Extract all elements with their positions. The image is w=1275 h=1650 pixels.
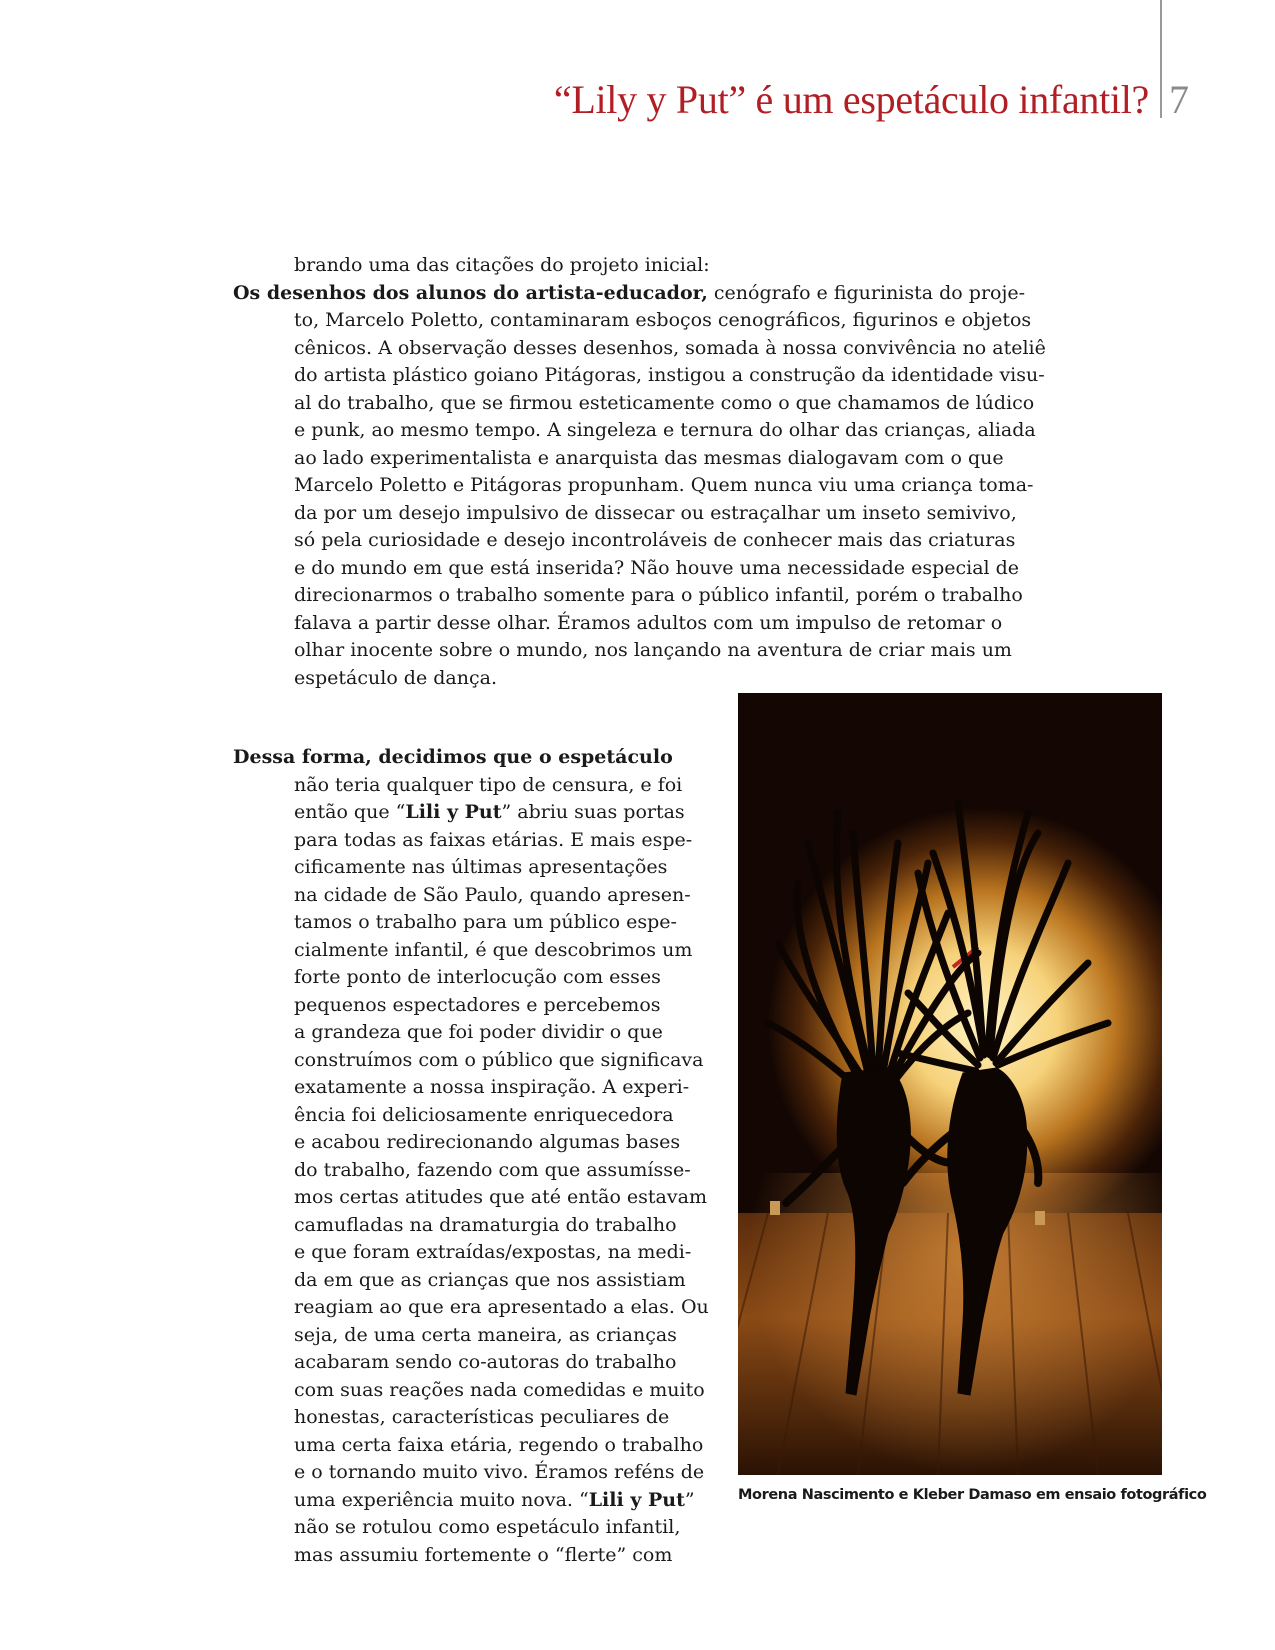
rehearsal-photo	[738, 693, 1162, 1475]
text-line: e do mundo em que está inserida? Não houve uma necessidade especial de	[294, 556, 1020, 579]
text-line: brando uma das citações do projeto inicial:	[294, 254, 710, 276]
text-line: construímos com o público que significava	[294, 1048, 704, 1071]
text-line: da por um desejo impulsivo de dissecar ou estraçalhar um inseto semivivo,	[294, 501, 1017, 524]
text-line: ência foi deliciosamente enriquecedora	[294, 1103, 674, 1126]
text-span: ” abriu suas portas	[501, 801, 685, 823]
text-line: olhar inocente sobre o mundo, nos lançando na aventura de criar mais um	[294, 639, 1012, 661]
text-line: cênicos. A observação desses desenhos, somada à nossa convivência no ateliê	[294, 336, 1046, 359]
text-span: uma experiência muito nova. “	[294, 1488, 589, 1511]
text-line	[294, 799, 724, 827]
text-line: da em que as crianças que nos assistiam	[294, 1268, 686, 1291]
text-line: só pela curiosidade e desejo incontroláveis de conhecer mais das criaturas	[294, 529, 1016, 551]
text-line: e acabou redirecionando algumas bases	[294, 1131, 681, 1153]
text-line: falava a partir desse olhar. Éramos adultos com um impulso de retomar o	[294, 611, 1003, 634]
text-line: não se rotulou como espetáculo infantil,	[294, 1516, 681, 1538]
text-line: não teria qualquer tipo de censura, e foi	[294, 773, 683, 796]
text-line: para todas as faixas etárias. E mais espe-	[294, 828, 693, 851]
text-line: mas assumiu fortemente o “flerte” com	[294, 1543, 673, 1566]
text-line: e o tornando muito vivo. Éramos reféns de	[294, 1461, 705, 1483]
text-span: cenógrafo e figurinista do proje-	[707, 281, 1026, 304]
show-title: Lili y Put	[588, 1488, 685, 1511]
text-line: acabaram sendo co-autoras do trabalho	[294, 1351, 677, 1373]
text-line: do trabalho, fazendo com que assumísse-	[294, 1158, 691, 1181]
paragraph-lead: Os desenhos dos alunos do artista-educador,	[233, 281, 708, 304]
text-line: do artista plástico goiano Pitágoras, instigou a construção da identidade visu-	[294, 364, 1045, 386]
text-line: seja, de uma certa maneira, as crianças	[294, 1323, 677, 1346]
page-number: 7	[1169, 77, 1189, 122]
text-line: mos certas atitudes que até então estavam	[294, 1186, 707, 1208]
paragraph-1	[233, 252, 1054, 692]
text-line: honestas, características peculiares de	[294, 1406, 670, 1428]
text-line: pequenos espectadores e percebemos	[294, 993, 661, 1016]
text-line: espetáculo de dança.	[294, 666, 497, 689]
text-line: e que foram extraídas/expostas, na medi-	[294, 1241, 692, 1263]
text-line: na cidade de São Paulo, quando apresen-	[294, 883, 691, 906]
text-line	[294, 1487, 724, 1515]
text-span: então que “	[294, 801, 406, 823]
paragraph-2	[233, 744, 724, 1569]
text-line: tamos o trabalho para um público espe-	[294, 911, 677, 933]
text-line: ao lado experimentalista e anarquista das mesmas dialogavam com o que	[294, 446, 1004, 469]
text-line	[233, 744, 724, 772]
text-line: cificamente nas últimas apresentações	[294, 856, 668, 878]
text-line	[233, 280, 1054, 308]
text-line: camufladas na dramaturgia do trabalho	[294, 1213, 677, 1236]
text-span: ”	[684, 1488, 695, 1511]
text-line: al do trabalho, que se firmou esteticamente como o que chamamos de lúdico	[294, 391, 1035, 414]
text-line: a grandeza que foi poder dividir o que	[294, 1021, 663, 1043]
text-line: to, Marcelo Poletto, contaminaram esboços cenográficos, figurinos e objetos	[294, 309, 1032, 331]
text-line: Marcelo Poletto e Pitágoras propunham. Quem nunca viu uma criança toma-	[294, 474, 1034, 496]
text-line: exatamente a nossa inspiração. A experi-	[294, 1076, 690, 1098]
text-line: cialmente infantil, é que descobrimos um	[294, 938, 693, 961]
text-line: reagiam ao que era apresentado a elas. Ou	[294, 1296, 709, 1318]
paragraph-lead: Dessa forma, decidimos que o espetáculo	[233, 746, 673, 768]
text-line: direcionarmos o trabalho somente para o público infantil, porém o trabalho	[294, 584, 1023, 606]
photo-caption: Morena Nascimento e Kleber Damaso em ensaio fotográfico	[738, 1487, 1207, 1503]
running-title: “Lily y Put” é um espetáculo infantil?	[553, 77, 1149, 122]
text-line: uma certa faixa etária, regendo o trabalho	[294, 1433, 704, 1456]
text-line: e punk, ao mesmo tempo. A singeleza e ternura do olhar das crianças, aliada	[294, 419, 1036, 441]
header-divider	[1160, 0, 1162, 118]
text-line: com suas reações nada comedidas e muito	[294, 1378, 705, 1401]
show-title: Lili y Put	[405, 801, 502, 823]
text-line: forte ponto de interlocução com esses	[294, 966, 661, 988]
